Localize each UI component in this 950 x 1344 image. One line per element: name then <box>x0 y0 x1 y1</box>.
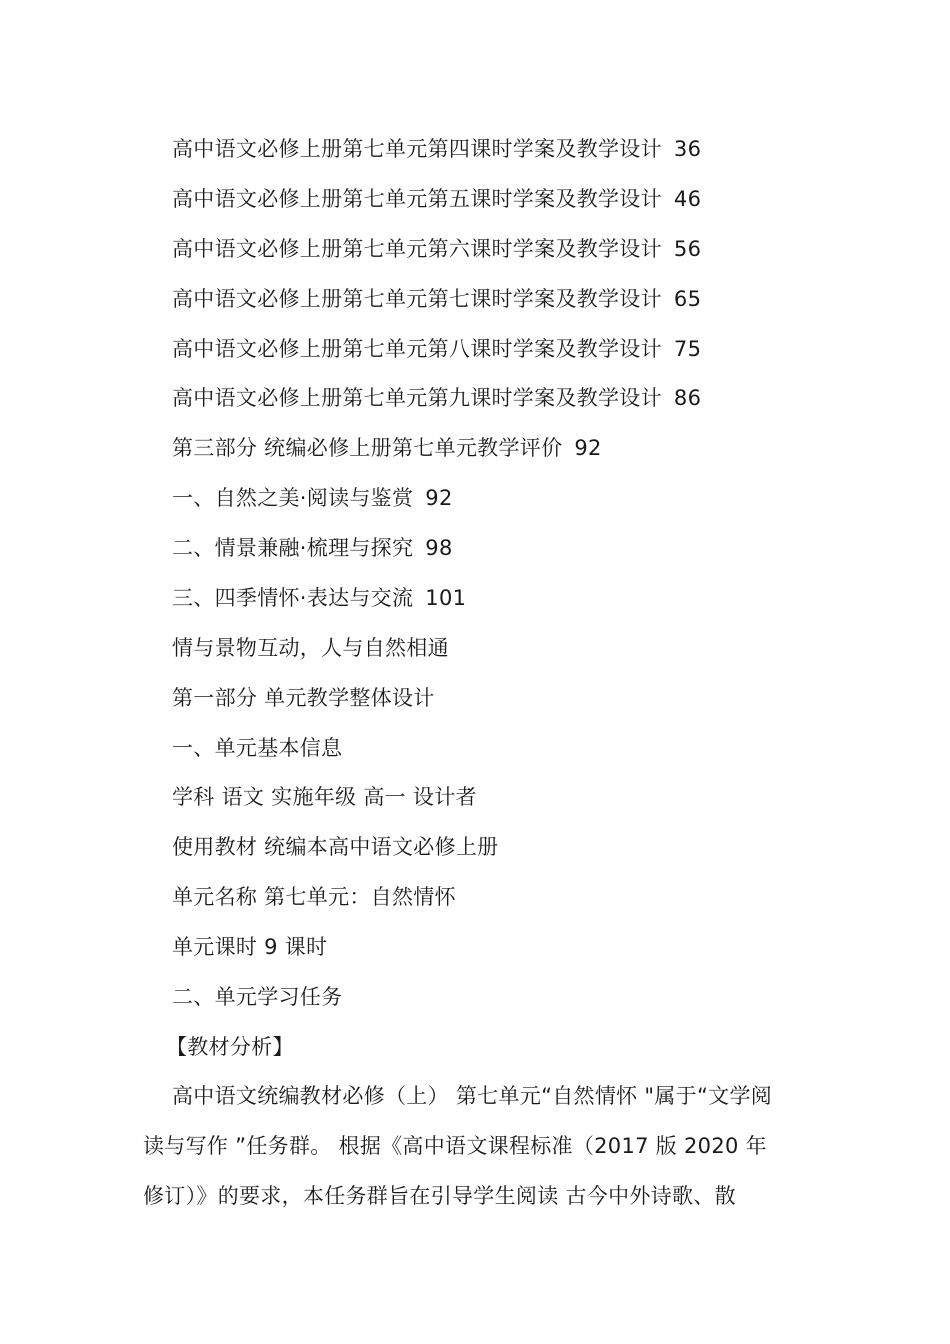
toc-entry-page: 36 <box>673 137 702 161</box>
toc-entry[interactable] <box>172 234 701 264</box>
toc-entry[interactable] <box>172 483 453 513</box>
toc-entry-page: 56 <box>673 237 702 261</box>
toc-entry-title: 第三部分 统编必修上册第七单元教学评价 <box>172 436 563 460</box>
toc-entry-page: 92 <box>574 436 602 460</box>
paragraph-line: 高中语文统编教材必修（上） 第七单元“自然情怀 "属于“文学阅 <box>172 1084 773 1108</box>
info-subject-grade-designer: 学科 语文 实施年级 高一 设计者 <box>172 785 477 809</box>
toc-entry[interactable] <box>172 134 701 164</box>
section-heading-basic-info: 一、单元基本信息 <box>172 736 343 760</box>
toc-entry[interactable] <box>172 184 701 214</box>
section-heading-learning-tasks: 二、单元学习任务 <box>172 985 343 1009</box>
unit-subtitle: 情与景物互动，人与自然相通 <box>172 636 449 660</box>
toc-entry-page: 98 <box>425 536 453 560</box>
paragraph-line: 修订）》的要求，本任务群旨在引导学生阅读 古今中外诗歌、散 <box>143 1184 736 1208</box>
toc-entry[interactable] <box>172 284 701 314</box>
toc-entry-page: 75 <box>673 337 702 361</box>
toc-entry-title: 三、四季情怀·表达与交流 <box>172 586 414 610</box>
toc-entry[interactable] <box>172 533 453 563</box>
toc-entry-title: 高中语文必修上册第七单元第四课时学案及教学设计 <box>172 137 662 161</box>
toc-entry[interactable] <box>172 433 602 463</box>
info-unit-name: 单元名称 第七单元：自然情怀 <box>172 885 456 909</box>
toc-entry-title: 高中语文必修上册第七单元第六课时学案及教学设计 <box>172 237 662 261</box>
toc-entry-title: 一、自然之美·阅读与鉴赏 <box>172 486 414 510</box>
toc-entry-title: 二、情景兼融·梳理与探究 <box>172 536 414 560</box>
toc-entry-page: 92 <box>425 486 453 510</box>
toc-entry-page: 65 <box>673 287 702 311</box>
info-unit-hours: 单元课时 9 课时 <box>172 935 328 959</box>
toc-entry-title: 高中语文必修上册第七单元第九课时学案及教学设计 <box>172 386 662 410</box>
toc-entry-title: 高中语文必修上册第七单元第五课时学案及教学设计 <box>172 187 662 211</box>
toc-entry-title: 高中语文必修上册第七单元第七课时学案及教学设计 <box>172 287 662 311</box>
analysis-heading: 【教材分析】 <box>166 1035 294 1059</box>
toc-entry-page: 86 <box>673 386 702 410</box>
part-heading: 第一部分 单元教学整体设计 <box>172 686 435 710</box>
toc-entry-title: 高中语文必修上册第七单元第八课时学案及教学设计 <box>172 337 662 361</box>
toc-entry-page: 101 <box>425 586 467 610</box>
toc-entry[interactable] <box>172 334 701 364</box>
paragraph-line: 读与写作 ”任务群。 根据《高中语文课程标准（2017 版 2020 年 <box>143 1134 767 1158</box>
toc-entry[interactable] <box>172 583 466 613</box>
toc-entry-page: 46 <box>673 187 702 211</box>
info-textbook: 使用教材 统编本高中语文必修上册 <box>172 835 499 859</box>
toc-entry[interactable] <box>172 383 701 413</box>
analysis-paragraph <box>143 1081 808 1211</box>
